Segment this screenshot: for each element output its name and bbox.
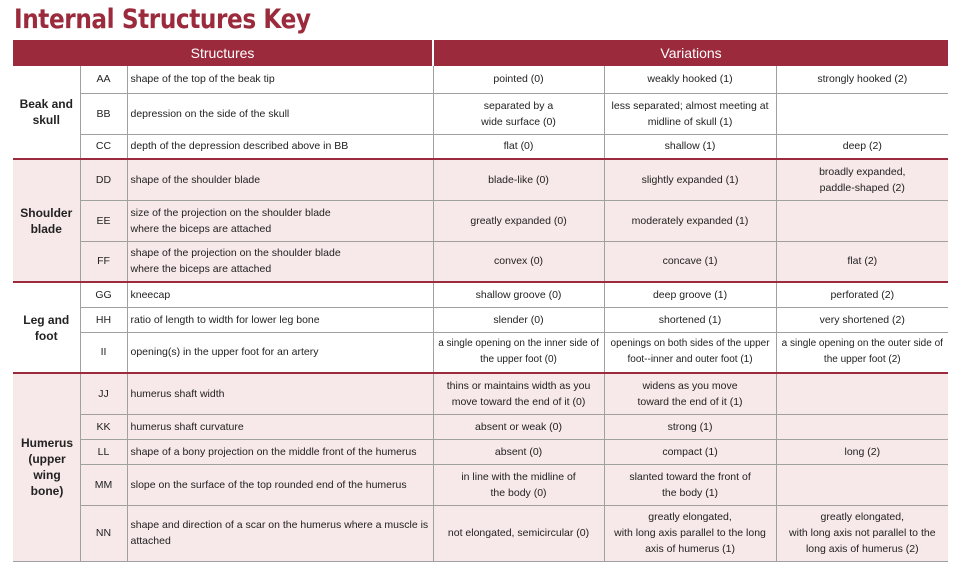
variation-2-cell: deep (2): [776, 134, 948, 159]
variation-1-cell: [604, 332, 776, 373]
variation-1-cell: concave (1): [604, 241, 776, 282]
description-cell: [127, 505, 433, 561]
variation-2-cell: perforated (2): [776, 282, 948, 307]
variation-0-cell: blade-like (0): [433, 159, 604, 200]
code-cell: II: [80, 332, 127, 373]
variation-1-cell: [604, 464, 776, 505]
line: broadly expanded,: [819, 165, 906, 178]
line: with long axis parallel to the long: [614, 527, 766, 539]
variation-2-cell: long (2): [776, 439, 948, 464]
code-cell: DD: [80, 159, 127, 200]
table-header-row: [13, 40, 948, 66]
variation-1-cell: compact (1): [604, 439, 776, 464]
line: where the biceps are attached: [130, 222, 272, 235]
code-cell: JJ: [80, 373, 127, 414]
table-row-gg: [13, 282, 948, 307]
variation-2-cell: [776, 373, 948, 414]
description-cell: shape of the shoulder blade: [127, 159, 433, 200]
line: long axis of humerus (2): [805, 543, 919, 555]
variation-2-cell: strongly hooked (2): [776, 66, 948, 93]
table-row-ff: [13, 241, 948, 282]
variation-0-cell: not elongated, semicircular (0): [433, 505, 604, 561]
line: slanted toward the front of: [629, 470, 751, 483]
description-cell: depression on the side of the skull: [127, 93, 433, 134]
variation-2-cell: [776, 332, 948, 373]
line: where the biceps are attached: [130, 263, 272, 276]
line: the upper foot (0): [480, 354, 557, 366]
table-row-kk: [13, 414, 948, 439]
variation-2-cell: [776, 159, 948, 200]
line: midline of skull (1): [647, 115, 733, 128]
line: shape and direction of a scar on the humerus where a muscle is: [130, 519, 429, 531]
variation-1-cell: [604, 93, 776, 134]
variation-1-cell: weakly hooked (1): [604, 66, 776, 93]
code-cell: FF: [80, 241, 127, 282]
internal-structures-table: [13, 40, 948, 562]
line: axis of humerus (1): [645, 543, 735, 555]
variation-0-cell: absent (0): [433, 439, 604, 464]
group-label: Humerus (upper wing bone): [20, 436, 73, 499]
line: shape of the projection on the shoulder blade: [130, 247, 341, 260]
page-title: Internal Structures Key: [14, 4, 311, 35]
line: in line with the midline of: [461, 470, 576, 483]
code-cell: BB: [80, 93, 127, 134]
group-leg-and-foot: [13, 282, 80, 373]
variations-header: Variations: [433, 40, 948, 66]
description-cell: humerus shaft curvature: [127, 414, 433, 439]
table-row-hh: [13, 307, 948, 332]
line: thins or maintains width as you: [446, 379, 591, 392]
line: a single opening on the inner side of: [438, 338, 599, 350]
description-cell: opening(s) in the upper foot for an artery: [127, 332, 433, 373]
line: the body (1): [662, 486, 719, 499]
table-row-jj: [13, 373, 948, 414]
group-humerus: [13, 373, 80, 561]
line: greatly elongated,: [648, 511, 732, 523]
group-label: Leg and foot: [23, 312, 70, 343]
table-row-ee: [13, 200, 948, 241]
table-row-dd: [13, 159, 948, 200]
description-cell: depth of the depression described above in BB: [127, 134, 433, 159]
variation-1-cell: slightly expanded (1): [604, 159, 776, 200]
variation-0-cell: [433, 464, 604, 505]
line: separated by a: [483, 99, 554, 112]
code-cell: MM: [80, 464, 127, 505]
variation-1-cell: shortened (1): [604, 307, 776, 332]
variation-2-cell: flat (2): [776, 241, 948, 282]
line: greatly elongated,: [820, 511, 905, 523]
line: attached: [130, 535, 171, 547]
line: widens as you move: [642, 379, 738, 392]
description-cell: [127, 241, 433, 282]
description-cell: shape of a bony projection on the middle front of the humerus: [127, 439, 433, 464]
line: wide surface (0): [481, 115, 556, 128]
description-cell: kneecap: [127, 282, 433, 307]
line: a single opening on the outer side of: [781, 338, 943, 350]
variation-0-cell: shallow groove (0): [433, 282, 604, 307]
description-cell: ratio of length to width for lower leg bone: [127, 307, 433, 332]
description-cell: shape of the top of the beak tip: [127, 66, 433, 93]
variation-2-cell: [776, 464, 948, 505]
variation-2-cell: [776, 93, 948, 134]
variation-0-cell: [433, 93, 604, 134]
table-row-mm: [13, 464, 948, 505]
line: openings on both sides of the upper: [610, 338, 770, 350]
group-label: Shoulder blade: [20, 205, 73, 236]
variation-0-cell: absent or weak (0): [433, 414, 604, 439]
line: paddle-shaped (2): [819, 181, 905, 194]
code-cell: LL: [80, 439, 127, 464]
table-row-bb: [13, 93, 948, 134]
code-cell: NN: [80, 505, 127, 561]
group-beak-and-skull: [13, 66, 80, 159]
code-cell: EE: [80, 200, 127, 241]
line: the body (0): [490, 486, 547, 499]
code-cell: HH: [80, 307, 127, 332]
code-cell: CC: [80, 134, 127, 159]
variation-1-cell: strong (1): [604, 414, 776, 439]
line: size of the projection on the shoulder blade: [130, 206, 331, 219]
line: the upper foot (2): [823, 354, 901, 366]
variation-1-cell: deep groove (1): [604, 282, 776, 307]
table-row-cc: [13, 134, 948, 159]
description-cell: slope on the surface of the top rounded end of the humerus: [127, 464, 433, 505]
line: move toward the end of it (0): [451, 395, 586, 408]
description-cell: humerus shaft width: [127, 373, 433, 414]
structures-header: Structures: [13, 40, 433, 66]
line: toward the end of it (1): [637, 395, 743, 408]
table-row-ii: [13, 332, 948, 373]
variation-0-cell: [433, 373, 604, 414]
table-row-aa: [13, 66, 948, 93]
variation-1-cell: shallow (1): [604, 134, 776, 159]
variation-0-cell: greatly expanded (0): [433, 200, 604, 241]
code-cell: KK: [80, 414, 127, 439]
group-shoulder-blade: [13, 159, 80, 282]
variation-1-cell: [604, 373, 776, 414]
variation-0-cell: pointed (0): [433, 66, 604, 93]
variation-2-cell: very shortened (2): [776, 307, 948, 332]
code-cell: GG: [80, 282, 127, 307]
variation-2-cell: [776, 505, 948, 561]
group-label: Beak and skull: [19, 97, 73, 127]
line: with long axis not parallel to the: [789, 527, 936, 539]
code-cell: AA: [80, 66, 127, 93]
line: foot--inner and outer foot (1): [627, 354, 753, 366]
variation-1-cell: [604, 505, 776, 561]
variation-2-cell: [776, 200, 948, 241]
table-row-ll: [13, 439, 948, 464]
description-cell: [127, 200, 433, 241]
variation-1-cell: moderately expanded (1): [604, 200, 776, 241]
variation-0-cell: convex (0): [433, 241, 604, 282]
variation-0-cell: slender (0): [433, 307, 604, 332]
variation-2-cell: [776, 414, 948, 439]
line: less separated; almost meeting at: [611, 99, 769, 112]
variation-0-cell: flat (0): [433, 134, 604, 159]
variation-0-cell: [433, 332, 604, 373]
table-row-nn: [13, 505, 948, 561]
